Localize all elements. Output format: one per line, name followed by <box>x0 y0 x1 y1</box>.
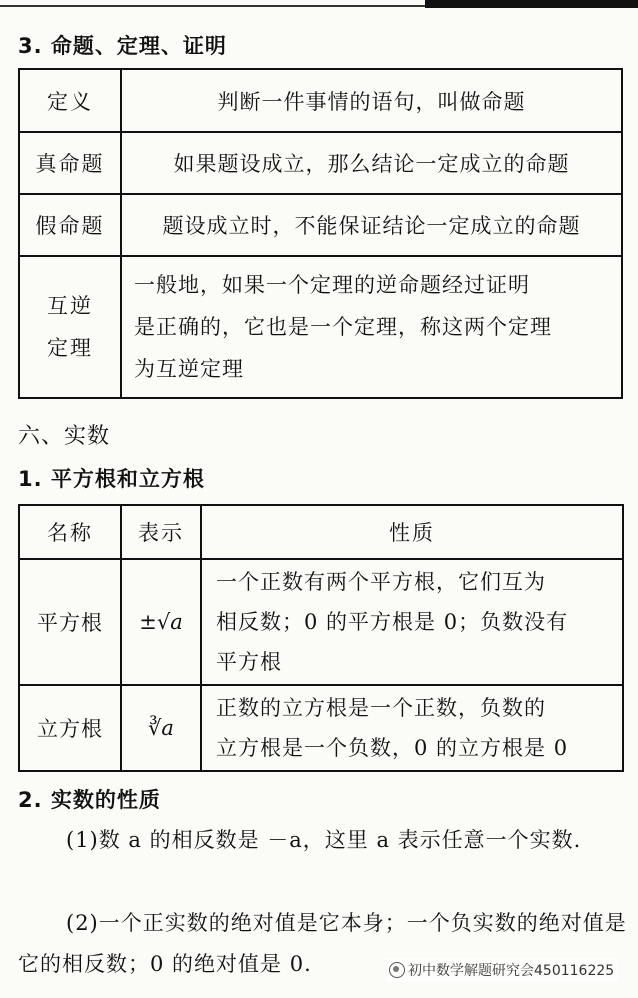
table-row <box>19 559 623 685</box>
row-property <box>201 685 623 771</box>
top-thick-rule <box>425 0 638 8</box>
table-row <box>19 194 622 256</box>
subsection-1-heading: 1. 平方根和立方根 <box>18 467 205 491</box>
row-symbol: ±√a <box>121 559 201 685</box>
paragraph: (1)数 a 的相反数是 －a，这里 a 表示任意一个实数. <box>66 828 582 852</box>
wechat-icon <box>389 962 405 978</box>
column-header: 性质 <box>201 505 623 559</box>
row-value-line: 是正确的，它也是一个定理，称这两个定理 <box>134 315 552 339</box>
proposition-table <box>18 68 623 399</box>
watermark <box>385 958 618 982</box>
row-value: 如果题设成立，那么结论一定成立的命题 <box>121 132 622 194</box>
section-3-heading: 3. 命题、定理、证明 <box>18 34 227 58</box>
row-key-line: 定理 <box>47 336 93 360</box>
table-row <box>19 256 622 398</box>
row-key <box>19 256 121 398</box>
row-value: 判断一件事情的语句，叫做命题 <box>121 69 622 132</box>
paragraph: (2)一个正实数的绝对值是它本身；一个负实数的绝对值是它的相反数；0 的绝对值是 0. <box>18 911 627 976</box>
row-value: 题设成立时，不能保证结论一定成立的命题 <box>121 194 622 256</box>
roots-table <box>18 504 624 772</box>
property-line: 立方根是一个负数，0 的立方根是 0 <box>216 736 569 760</box>
column-header: 名称 <box>19 505 121 559</box>
property-line: 平方根 <box>216 650 282 674</box>
property-line: 一个正数有两个平方根，它们互为 <box>216 570 546 594</box>
row-key: 真命题 <box>19 132 121 194</box>
row-value-line: 为互逆定理 <box>134 357 244 381</box>
table-row <box>19 69 622 132</box>
property-line: 正数的立方根是一个正数，负数的 <box>216 696 546 720</box>
row-key-line: 互逆 <box>47 294 93 318</box>
property-line: 相反数；0 的平方根是 0；负数没有 <box>216 610 569 634</box>
table-row <box>19 685 623 771</box>
row-value <box>121 256 622 398</box>
top-rule <box>0 0 638 10</box>
row-property <box>201 559 623 685</box>
row-key: 定义 <box>19 69 121 132</box>
row-symbol: ∛a <box>121 685 201 771</box>
row-name: 平方根 <box>19 559 121 685</box>
table-header-row <box>19 505 623 559</box>
subsection-2-heading: 2. 实数的性质 <box>18 788 161 812</box>
row-name: 立方根 <box>19 685 121 771</box>
row-value-line: 一般地，如果一个定理的逆命题经过证明 <box>134 273 530 297</box>
row-key: 假命题 <box>19 194 121 256</box>
section-6-heading: 六、实数 <box>18 424 111 449</box>
table-row <box>19 132 622 194</box>
column-header: 表示 <box>121 505 201 559</box>
watermark-text: 初中数学解题研究会450116225 <box>408 963 615 979</box>
